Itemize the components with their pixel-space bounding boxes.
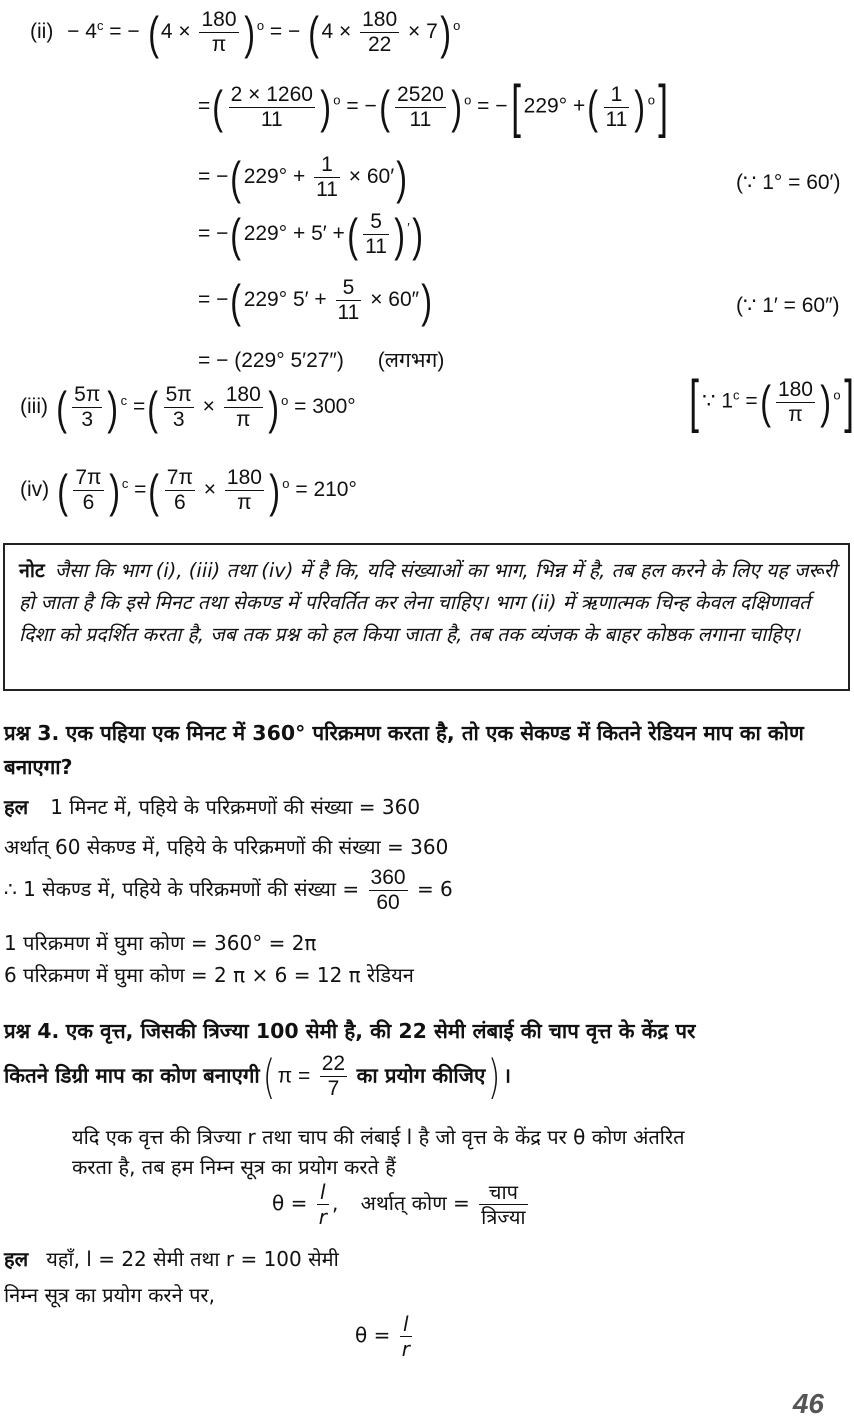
solution-line: अर्थात् 60 सेकण्ड में, पहिये के परिक्रमणों की संख्या = 360	[4, 835, 449, 859]
part-label: (iv)	[20, 478, 50, 502]
part-iii: (iii) ( $\frac{5\pi}{3}$ ) $^c$ =( $\frac{5\pi}{3}$ × $\frac{180}{\pi}$ ) $^o$ = 300°	[20, 381, 356, 434]
part-ii-line-2: =( $\frac{2 \times 1260}{11}$ ) $^o$ = −( $\frac{2520}{11}$ ) $^o$ = −[ 229° +( $\frac{1}{11}$ ) $^o$]	[198, 74, 668, 139]
question-4: प्रश्न 4. एक वृत्त, जिसकी त्रिज्या 100 सेमी है, की 22 सेमी लंबाई की चाप वृत्त के केंद्र पर	[4, 1019, 696, 1043]
part-label: (ii)	[30, 20, 54, 44]
formula: θ = $\frac{l}{r}$ , अर्थात् कोण = $\frac{\text{चाप}}{\text{त्रिज्या}}$	[272, 1180, 526, 1229]
part-ii-line-3: = −( 229° + $\frac{1}{11}$ × 60′)	[198, 151, 408, 204]
part-iv: (iv) ( $\frac{7\pi}{6}$ ) $^c$ =( $\frac{7\pi}{6}$ × $\frac{180}{\pi}$ ) $^o$ = 210°	[20, 464, 357, 517]
part-ii-line-6: = − (229° 5′27″) (लगभग)	[198, 349, 445, 372]
reason-note: (∵ 1′ = 60″)	[736, 294, 840, 317]
part-label: (iii)	[20, 395, 48, 419]
part-ii-line-5: = −( 229° 5′ + $\frac{5}{11}$ × 60″)	[198, 274, 433, 327]
paragraph: यदि एक वृत्त की त्रिज्या r तथा चाप की लंबाई l है जो वृत्त के केंद्र पर θ कोण अंतरित	[72, 1125, 685, 1149]
question-label: प्रश्न 3.	[4, 721, 60, 745]
page-number: 46	[792, 1388, 824, 1419]
solution-line: हल 1 मिनट में, पहिये के परिक्रमणों की संख्या = 360	[4, 795, 421, 819]
fraction: $\frac{180}{22}$	[362, 8, 398, 56]
note-text: जैसा कि भाग (i), (iii) तथा (iv) में है कि, यदि संख्याओं का भाग, भिन्न में है, तब हल करने के लिए यह जरूरी हो जाता है कि इसे मिनट तथा सेकण्ड में परिवर्तित कर लेना चाहिए। भाग (ii) में ऋणात्मक चिन्ह केवल दक्षिणावर्त दिशा को प्रदर्शित करता है, जब तक प्रश्न को हल किया जाता है, तब तक व्यंजक के बाहर कोष्ठक लगाना चाहिए।	[19, 559, 837, 646]
fraction: $\frac{180}{\pi}$	[201, 8, 237, 56]
solution-label: हल	[4, 795, 29, 819]
solution-line: हल यहाँ, l = 22 सेमी तथा r = 100 सेमी	[4, 1247, 339, 1271]
question-label: प्रश्न 4.	[4, 1019, 60, 1043]
paragraph: करता है, तब हम निम्न सूत्र का प्रयोग करते हैं	[72, 1155, 396, 1179]
solution-line: 1 परिक्रमण में घुमा कोण = 360° = 2π	[4, 931, 317, 955]
solution-line: 6 परिक्रमण में घुमा कोण = 2 π × 6 = 12 π रेडियन	[4, 963, 414, 987]
formula: θ = $\frac{l}{r}$	[355, 1312, 410, 1361]
question-text: एक पहिया एक मिनट में 360° परिक्रमण करता है, तो एक सेकण्ड में कितने रेडियन माप का कोण बनाएगा?	[4, 721, 804, 779]
part-ii-line-4: = −( 229° + 5′ +( $\frac{5}{11}$ ) ′)	[198, 208, 423, 261]
solution-line: ∴ 1 सेकण्ड में, पहिये के परिक्रमणों की संख्या = $\frac{360}{60}$ = 6	[4, 866, 453, 914]
reason-note: (∵ 1° = 60′)	[736, 171, 841, 194]
solution-line: निम्न सूत्र का प्रयोग करने पर,	[4, 1283, 215, 1307]
reason-note: [ ∵ 1$^c$ =( $\frac{180}{\pi}$ ) $^o$]	[689, 369, 854, 434]
part-ii-line-1: $(ii) - 4^c$ = − ( 4 × $\frac{180}{\pi}$ ) $^o$ = − ( 4 × $\frac{180}{22}$ × 7) $^o$	[30, 6, 461, 59]
solution-label: हल	[4, 1247, 29, 1271]
note-box	[3, 543, 850, 691]
question-3	[4, 716, 850, 784]
note-label: नोट	[19, 559, 45, 582]
question-4-line-2: कितने डिग्री माप का कोण बनाएगी( π = $\frac{22}{7}$ का प्रयोग कीजिए) ।	[4, 1049, 512, 1104]
